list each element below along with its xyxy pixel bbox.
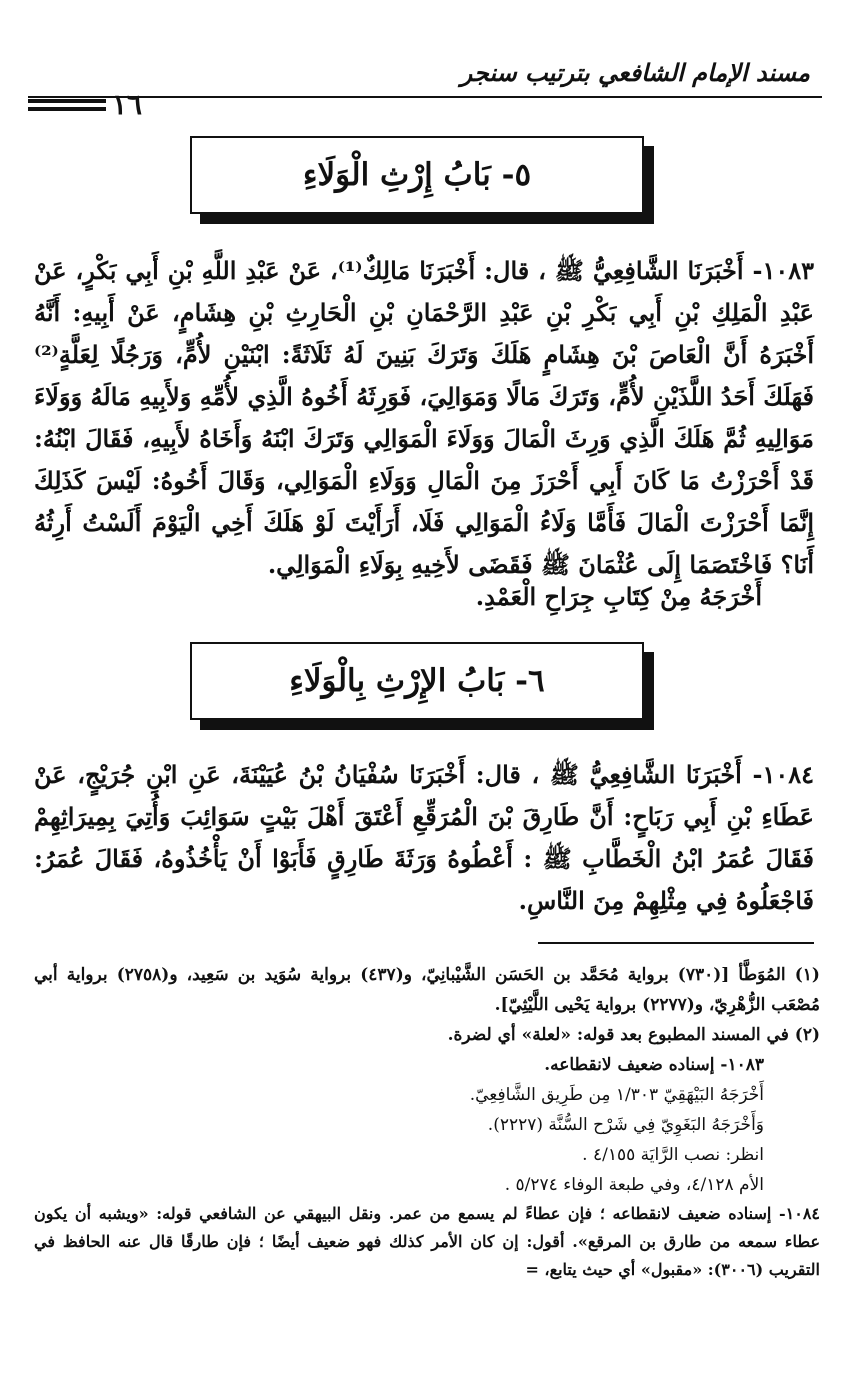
- hadith-text: ١٠٨٤- أَخْبَرَنَا الشَّافِعِيُّ ﷺ ، قال: أَخْبَرَنَا سُفْيَانُ بْنُ عُيَيْنَةَ، عَنِ ابْنِ جُرَيْجٍ، عَنْ عَطَاءِ بْنِ أَبِي رَبَاحٍ: أَنَّ طَارِقَ بْنَ الْمُرَقِّعِ أَعْتَقَ أَهْلَ بَيْتٍ سَوَائِبَ وَأُتِيَ بِمِيرَاثِهِمْ فَقَالَ عُمَرُ ابْنُ الْخَطَّابِ ﷺ : أَعْطُوهُ وَرَثَةَ طَارِقٍ فَأَبَوْا أَنْ يَأْخُذُوهُ، فَقَالَ عُمَرُ: فَاجْعَلُوهُ فِي مِثْلِهِمْ مِنَ النَّاسِ.: [34, 760, 814, 915]
- page-number: ١٦: [112, 88, 143, 121]
- section-title-box: [190, 642, 644, 720]
- footnotes: [34, 960, 820, 1284]
- page-number-ornament: [28, 99, 106, 115]
- footnote-2: (٢) في المسند المطبوع بعد قوله: «لعلة» أي لضرة.: [447, 1025, 820, 1045]
- note-1083-line: الأم ٤/١٢٨، وفي طبعة الوفاء ٥/٢٧٤ .: [504, 1175, 764, 1195]
- footnote-1: (١) المُوَطَّأ [(٧٣٠) برواية مُحَمَّد بن الحَسَن الشَّيْبانِيّ، و(٤٣٧) برواية سُوَيد بن سَعِيد، و(٢٧٥٨) برواية أبي مُصْعَب الزُّهْرِيّ، و(٢٢٧٧) برواية يَحْيى اللَّيْثِيّ].: [34, 965, 820, 1015]
- section-title: ٦- بَابُ الإِرْثِ بِالْوَلَاءِ: [289, 663, 545, 699]
- note-1083-line: وَأَخْرَجَهُ البَغَوِيّ فِي شَرْح السُّنَّة (٢٢٢٧).: [487, 1115, 764, 1135]
- running-title: مسند الإمام الشافعي بترتيب سنجر: [460, 58, 810, 87]
- note-1083-line: انظر: نصب الرَّايَة ٤/١٥٥ .: [582, 1145, 764, 1165]
- section-title: ٥- بَابُ إِرْثِ الْوَلَاءِ: [302, 157, 532, 193]
- header-rule: [28, 96, 822, 98]
- hadith-source: أَخْرَجَهُ مِنْ كِتَابِ جِرَاحِ الْعَمْدِ.: [475, 582, 762, 611]
- note-1083-line: أَخْرَجَهُ البَيْهَقِيّ ١/٣٠٣ مِن طَرِيق الشَّافِعِيّ.: [469, 1085, 764, 1105]
- footnote-rule: [538, 942, 814, 944]
- hadith-text: ١٠٨٣- أَخْبَرَنَا الشَّافِعِيُّ ﷺ ، قال: أَخْبَرَنَا مَالِكٌ⁽¹⁾، عَنْ عَبْدِ اللَّهِ بْنِ أَبِي بَكْرٍ، عَنْ عَبْدِ الْمَلِكِ بْنِ أَبِي بَكْرِ بْنِ عَبْدِ الرَّحْمَانِ بْنِ الْحَارِثِ بْنِ هِشَامٍ، عَنْ أَبِيهِ: أَنَّهُ أَخْبَرَهُ أَنَّ الْعَاصَ بْنَ هِشَامٍ هَلَكَ وَتَرَكَ بَنِينَ لَهُ ثَلَاثَةً: ابْنَيْنِ لأُمٍّ، وَرَجُلًا لِعَلَّةٍ⁽²⁾ فَهَلَكَ أَحَدُ اللَّذَيْنِ لأُمٍّ، وَتَرَكَ مَالًا وَمَوَالِيَ، فَوَرِثَهُ أَخُوهُ الَّذِي لأُمِّهِ وَلأَبِيهِ مَالَهُ وَوَلَاءَ مَوَالِيهِ ثُمَّ هَلَكَ الَّذِي وَرِثَ الْمَالَ وَوَلَاءَ الْمَوَالِي وَتَرَكَ ابْنَهُ وَأَخَاهُ لأَبِيهِ، فَقَالَ ابْنُهُ: قَدْ أَحْرَزْتُ مَا كَانَ أَبِي أَحْرَزَ مِنَ الْمَالِ وَوَلَاءِ الْمَوَالِي، وَقَالَ أَخُوهُ: لَيْسَ كَذَلِكَ إِنَّمَا أَحْرَزْتَ الْمَالَ فَأَمَّا وَلَاءُ الْمَوَالِي فَلَا، أَرَأَيْتَ لَوْ هَلَكَ أَخِي الْيَوْمَ أَلَسْتُ أَرِثُهُ أَنَا؟ فَاخْتَصَمَا إِلَى عُثْمَانَ ﷺ فَقَضَى لأَخِيهِ بِوَلَاءِ الْمَوَالِي.: [34, 256, 814, 579]
- note-1084: ١٠٨٤- إسناده ضعيف لانقطاعه ؛ فإن عطاءً لم يسمع من عمر. ونقل البيهقي عن الشافعي قوله: «ويشبه أن يكون عطاء سمعه من طارق بن المرقع». أقول: إن كان الأمر كذلك فهو ضعيف أيضًا ؛ فإن طارقًا قال عنه الحافظ في التقريب (٣٠٠٦): «مقبول» أي حيث يتابع، =: [34, 1204, 820, 1279]
- note-1083-heading: ١٠٨٣- إسناده ضعيف لانقطاعه.: [544, 1055, 764, 1075]
- section-title-box: [190, 136, 644, 214]
